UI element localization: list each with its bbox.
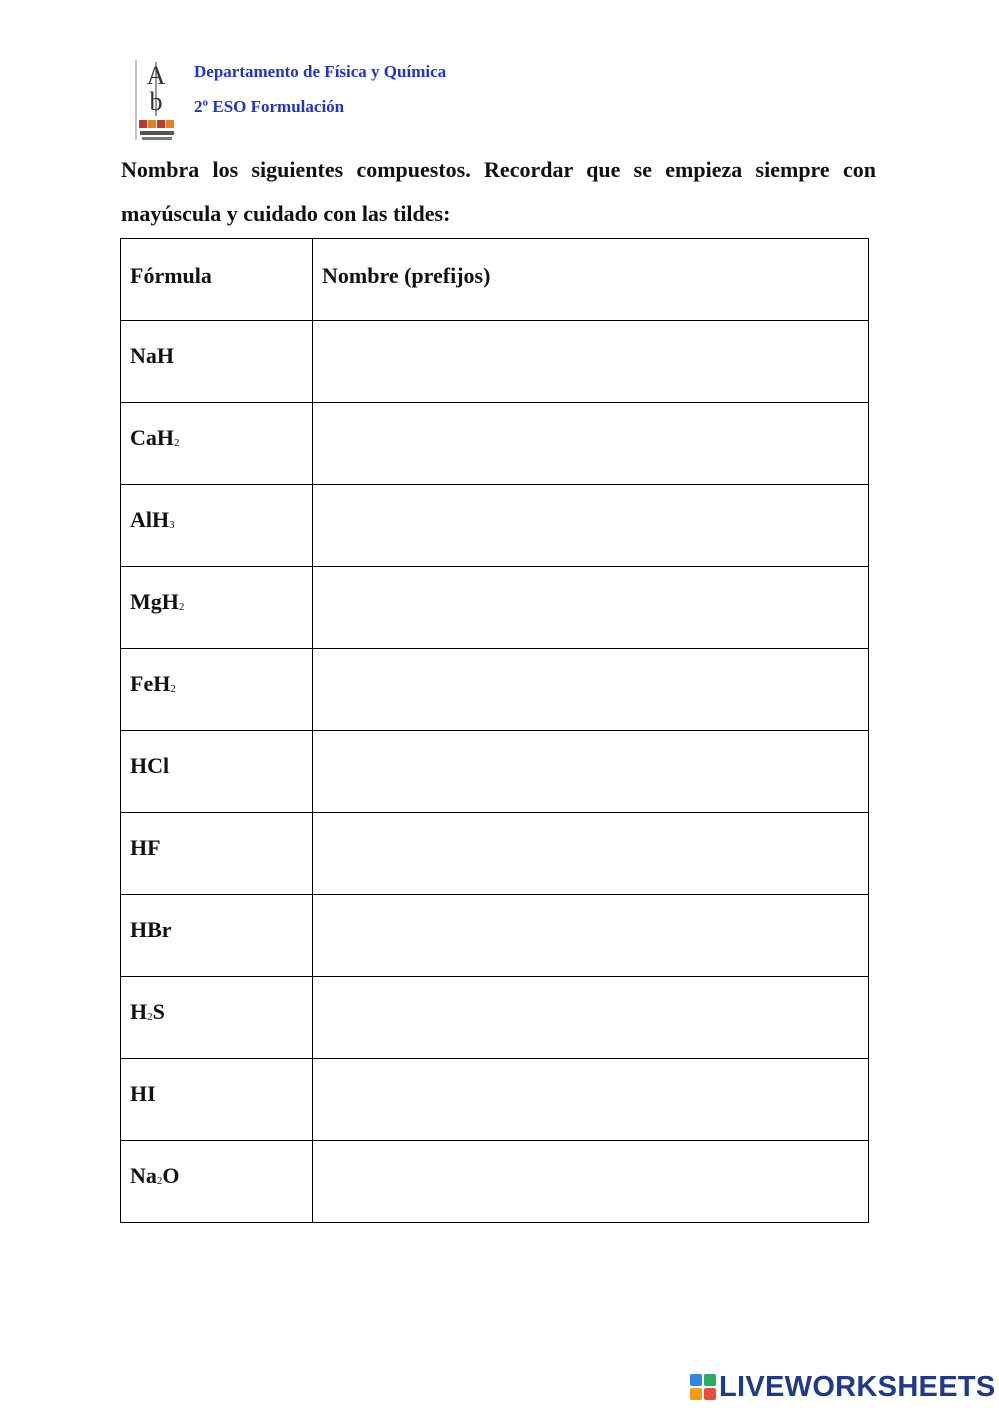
instructions-text: Nombra los siguientes compuestos. Recordar que se empieza siempre con mayúscula y cuidado con las tildes: — [121, 157, 876, 226]
table-row — [121, 567, 869, 649]
table-row — [121, 485, 869, 567]
name-answer-cell[interactable] — [313, 485, 869, 567]
liveworksheets-brand — [690, 1370, 996, 1404]
course-title: 2º ESO Formulación — [194, 97, 345, 116]
formula-cell — [121, 1059, 313, 1141]
formula-symbol: MgH — [130, 589, 179, 614]
formula-cell — [121, 977, 313, 1059]
formula-cell — [121, 567, 313, 649]
formula-symbol: HI — [130, 1081, 156, 1106]
formula-symbol: Na — [130, 1163, 157, 1188]
header-name: Nombre (prefijos) — [313, 239, 869, 321]
table-header-row — [121, 239, 869, 321]
name-answer-cell[interactable] — [313, 813, 869, 895]
formula-cell — [121, 321, 313, 403]
table-row — [121, 1059, 869, 1141]
svg-text:A: A — [146, 61, 166, 90]
formula-subscript: 2 — [170, 683, 176, 695]
name-answer-cell[interactable] — [313, 321, 869, 403]
formula-symbol: HBr — [130, 917, 172, 942]
table-row — [121, 813, 869, 895]
header-formula: Fórmula — [121, 239, 313, 321]
formula-cell — [121, 813, 313, 895]
formula-subscript: 2 — [156, 1175, 163, 1187]
name-answer-cell[interactable] — [313, 1141, 869, 1223]
table-row — [121, 649, 869, 731]
brand-name: LIVEWORKSHEETS — [719, 1370, 996, 1403]
liveworksheets-logo-icon — [690, 1374, 716, 1400]
formula-symbol: S — [152, 999, 165, 1024]
formula-cell — [121, 1141, 313, 1223]
school-logo-icon — [134, 58, 176, 142]
name-answer-cell[interactable] — [313, 649, 869, 731]
formula-cell — [121, 403, 313, 485]
formula-symbol: O — [162, 1163, 180, 1188]
table-row — [121, 895, 869, 977]
svg-text:b: b — [149, 87, 163, 116]
formula-cell — [121, 731, 313, 813]
name-answer-cell[interactable] — [313, 895, 869, 977]
formula-symbol: AlH — [130, 507, 170, 532]
table-row — [121, 403, 869, 485]
formula-cell — [121, 649, 313, 731]
formula-symbol: HCl — [130, 753, 170, 778]
department-title: Departamento de Física y Química — [194, 62, 447, 81]
formula-symbol: NaH — [130, 343, 174, 368]
formula-subscript: 2 — [178, 601, 185, 613]
formula-symbol: H — [130, 999, 148, 1024]
formula-symbol: FeH — [130, 671, 171, 696]
formula-cell — [121, 485, 313, 567]
name-answer-cell[interactable] — [313, 567, 869, 649]
formula-subscript: 2 — [174, 437, 180, 449]
formula-symbol: CaH — [130, 425, 174, 450]
name-answer-cell[interactable] — [313, 977, 869, 1059]
name-answer-cell[interactable] — [313, 731, 869, 813]
name-answer-cell[interactable] — [313, 1059, 869, 1141]
formula-subscript: 3 — [169, 519, 175, 531]
formulas-table — [120, 238, 869, 1223]
table-row — [121, 731, 869, 813]
table-row — [121, 977, 869, 1059]
formula-cell — [121, 895, 313, 977]
formula-subscript: 2 — [147, 1011, 153, 1023]
formula-symbol: HF — [130, 835, 161, 860]
name-answer-cell[interactable] — [313, 403, 869, 485]
table-row — [121, 1141, 869, 1223]
table-row — [121, 321, 869, 403]
